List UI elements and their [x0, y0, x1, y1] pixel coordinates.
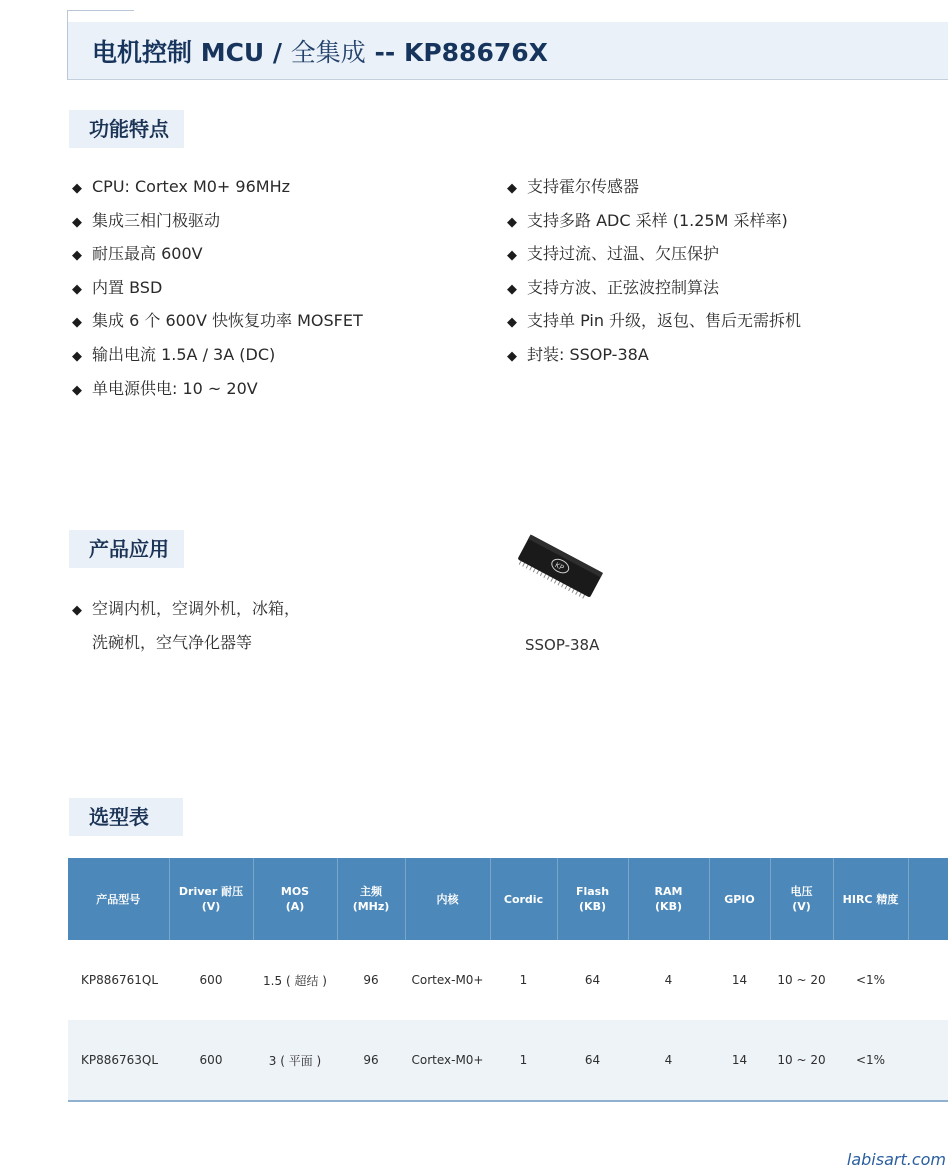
feature-text: 集成 6 个 600V 快恢复功率 MOSFET [92, 311, 363, 331]
feature-text: 内置 BSD [92, 277, 163, 297]
features-heading: 功能特点 [69, 110, 184, 148]
column-header-text: (KB) [655, 900, 682, 913]
feature-item [507, 278, 801, 312]
table-cell: Cortex-M0+ [405, 1020, 490, 1101]
diamond-bullet-icon: ◆ [72, 214, 82, 230]
diamond-bullet-icon: ◆ [72, 348, 82, 364]
page-title: 电机控制 MCU / 全集成 -- KP88676X [92, 38, 548, 67]
table-cell: 10 ~ 20 [770, 1020, 833, 1101]
diamond-bullet-icon: ◆ [72, 315, 82, 331]
table-row [68, 1020, 948, 1101]
column-header-text: 主频 [360, 885, 382, 898]
feature-item [72, 345, 363, 379]
applications-text [72, 593, 300, 659]
table-cell [908, 940, 948, 1020]
chip-package-image [505, 527, 620, 607]
feature-item [507, 345, 801, 379]
column-header [337, 858, 405, 940]
features-right-list [507, 177, 801, 379]
column-header [405, 858, 490, 940]
title-bar [67, 22, 948, 80]
diamond-bullet-icon: ◆ [507, 281, 517, 297]
column-header [770, 858, 833, 940]
column-header [253, 858, 337, 940]
table-cell: 64 [557, 1020, 628, 1101]
feature-text: 集成三相门极驱动 [92, 210, 221, 230]
diamond-bullet-icon: ◆ [507, 248, 517, 264]
feature-text: 单电源供电: 10 ~ 20V [92, 378, 258, 398]
feature-item [72, 379, 363, 413]
feature-text: 支持过流、过温、欠压保护 [527, 244, 720, 264]
feature-item [507, 177, 801, 211]
feature-item [507, 211, 801, 245]
package-caption: SSOP-38A [525, 636, 600, 654]
table-cell: KP886761QL [81, 973, 159, 987]
selection-table [68, 858, 948, 1102]
feature-item [507, 311, 801, 345]
feature-text: 支持多路 ADC 采样 (1.25M 采样率) [527, 210, 788, 230]
diamond-bullet-icon: ◆ [72, 382, 82, 398]
feature-item [72, 278, 363, 312]
feature-text: 支持霍尔传感器 [527, 177, 640, 196]
table-cell: 600 [169, 1020, 253, 1101]
column-header [628, 858, 709, 940]
column-header [709, 858, 770, 940]
feature-item [507, 244, 801, 278]
diamond-bullet-icon: ◆ [72, 181, 82, 196]
diamond-bullet-icon: ◆ [507, 214, 517, 230]
column-header-text: (KB) [579, 900, 606, 913]
table-row [68, 940, 948, 1020]
table-cell: 3 ( 平面 ) [253, 1020, 337, 1101]
feature-item [72, 177, 363, 211]
diamond-bullet-icon: ◆ [507, 348, 517, 364]
feature-text: 封装: SSOP-38A [527, 344, 649, 364]
feature-text: CPU: Cortex M0+ 96MHz [92, 177, 291, 196]
column-header-text: 电压 [790, 885, 813, 898]
column-header [169, 858, 253, 940]
column-header-text: (V) [201, 900, 221, 913]
table-cell: 1 [519, 973, 528, 987]
column-header [908, 858, 948, 940]
column-header [68, 858, 169, 940]
table-cell: 96 [337, 1020, 405, 1101]
diamond-bullet-icon: ◆ [72, 248, 82, 264]
table-cell: 14 [709, 1020, 770, 1101]
diamond-bullet-icon: ◆ [72, 603, 82, 618]
diamond-bullet-icon: ◆ [507, 315, 517, 331]
feature-text: 支持单 Pin 升级，返包、售后无需拆机 [527, 311, 802, 331]
column-header-text: (V) [792, 900, 811, 913]
column-header-text: Driver 耐压 [178, 885, 244, 898]
chip-logo-text: KP [553, 561, 566, 573]
table-cell: 96 [363, 973, 379, 987]
column-header-text: 产品型号 [96, 892, 141, 906]
feature-item [72, 311, 363, 345]
table-cell [908, 1020, 948, 1101]
column-header [833, 858, 908, 940]
features-left-list [72, 177, 363, 412]
table-cell: <1% [855, 973, 886, 987]
column-header-text: Flash [575, 885, 610, 898]
table-cell: 1 [490, 1020, 557, 1101]
diamond-bullet-icon: ◆ [507, 181, 517, 196]
column-header-text: 内核 [436, 892, 459, 906]
table-cell: 600 [199, 973, 223, 987]
table-cell: <1% [833, 1020, 908, 1101]
table-cell: 64 [584, 973, 601, 987]
column-header-text: MOS [280, 885, 310, 898]
table-cell: 4 [628, 1020, 709, 1101]
watermark: labisart.com [846, 1150, 946, 1169]
table-cell: 10 ~ 20 [777, 973, 826, 987]
diamond-bullet-icon: ◆ [72, 281, 82, 297]
applications-line-2: 洗碗机，空气净化器等 [92, 633, 253, 652]
feature-text: 耐压最高 600V [92, 244, 203, 264]
table-cell: Cortex-M0+ [411, 973, 484, 987]
table-cell: 4 [664, 973, 673, 987]
column-header [557, 858, 628, 940]
column-header-text: (MHz) [352, 900, 390, 913]
column-header-text: GPIO [724, 892, 755, 906]
table-header-row [68, 858, 948, 940]
feature-item [72, 211, 363, 245]
table-cell: 14 [731, 973, 748, 987]
applications-line-1: 空调内机，空调外机，冰箱， [92, 599, 301, 618]
column-header [490, 858, 557, 940]
column-header-text: Cordic [503, 892, 544, 906]
column-header-text: HIRC 精度 [842, 892, 899, 906]
feature-text: 输出电流 1.5A / 3A (DC) [92, 344, 276, 364]
column-header-text: RAM [654, 885, 683, 898]
feature-text: 支持方波、正弦波控制算法 [527, 277, 720, 297]
table-cell: 1.5 ( 超结 ) [263, 973, 327, 988]
column-header-text: (A) [285, 900, 305, 913]
applications-heading: 产品应用 [69, 530, 184, 568]
table-cell: KP886763QL [68, 1020, 169, 1101]
selection-heading: 选型表 [69, 798, 183, 836]
feature-item [72, 244, 363, 278]
